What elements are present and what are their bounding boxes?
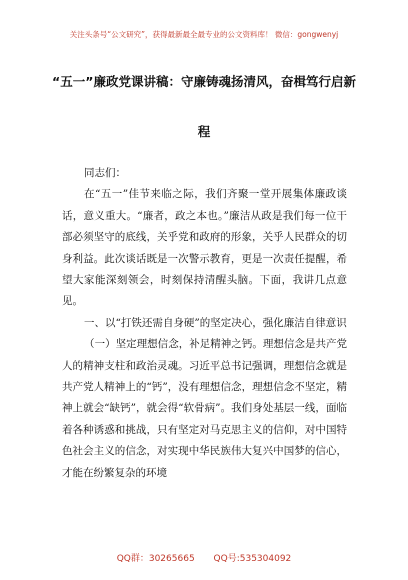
footer-qq-group: QQ群：30265665: [116, 554, 195, 564]
document-body: [62, 163, 347, 484]
header-promo-note: 关注头条号“公文研究”，获得最新最全最专业的公文资料库！ 微信：gongwenyj: [69, 30, 339, 39]
paragraph-intro: 在“五一”佳节来临之际，我们齐聚一堂开展集体廉政谈话，意义重大。“廉者，政之本也。”廉洁从政是我们每一位干部必须坚守的底线，关乎党和政府的形象，关乎人民群众的切身利益。此次谈话既是一次警示教育，更是一次责任提醒，希望大家能深刻领会，时刻保持清醒头脑。下面，我讲几点意见。: [62, 188, 347, 308]
salutation: 同志们：: [84, 167, 127, 179]
document-title: “五一”廉政党课讲稿：守廉铸魂扬清风，奋楫笃行启新: [52, 74, 356, 89]
section-heading-1: 一、以“打铁还需自身硬”的坚定决心，强化廉洁自律意识: [84, 316, 347, 329]
paragraph-1-1: （一）坚定理想信念，补足精神之钙。理想信念是共产党人的精神支柱和政治灵魂。习近平总书记强调，理想信念就是共产党人精神上的“钙”，没有理想信念，理想信念不坚定，精神上就会“缺钙”，就会得“软骨病”。我们身处基层一线，面临着各种诱惑和挑战，只有坚定对马克思主义的信仰，对中国特色社会主义的信念，对实现中华民族伟大复兴中国梦的信心，才能在纷繁复杂的环境: [62, 338, 347, 479]
document-title-continuation: 程: [197, 124, 211, 139]
footer-qq-number: QQ号:535304092: [213, 554, 292, 564]
footer-contact: [0, 551, 408, 564]
